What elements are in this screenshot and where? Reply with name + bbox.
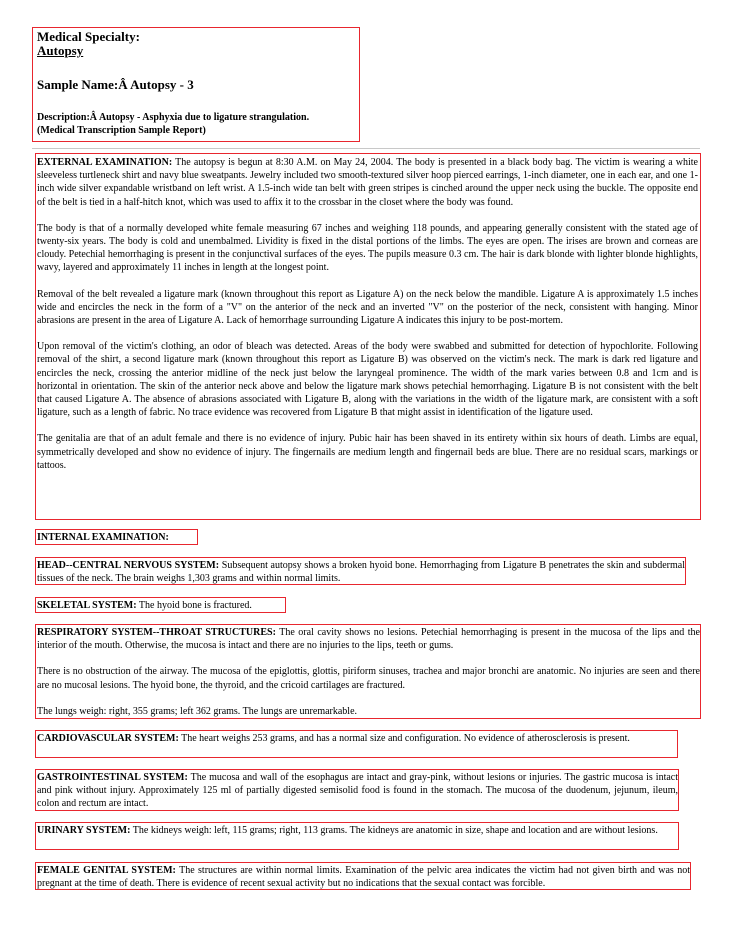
gastro-text: The mucosa and wall of the esophagus are intact and gray-pink, without lesions or injuries. The gastric mucosa is intact and pink without injury. Approximately 125 ml of partially digested semisolid food is found in the stomach. The mucosa of the duodenum, jejunum, ileum, colon and rectum are intact. <box>37 772 679 810</box>
head-cns-text: Subsequent autopsy shows a broken hyoid bone. Hemorrhaging from Ligature B penetrates the skin and subdermal tissues of the neck. The brain weighs 1,303 grams and within normal limits. <box>37 560 685 585</box>
external-exam-para-1 <box>37 156 698 209</box>
respiratory-text-1: The oral cavity shows no lesions. Petechial hemorrhaging is present in the mucosa of the lips and the interior of the mouth. Otherwise, the mucosa is intact and there are no injuries to the lips, teeth or gums. <box>37 627 700 652</box>
genital-heading: FEMALE GENITAL SYSTEM: <box>37 865 176 876</box>
skeletal-section <box>37 599 286 612</box>
internal-exam-heading: INTERNAL EXAMINATION: <box>37 532 169 543</box>
genital-section <box>37 864 690 890</box>
respiratory-para-1 <box>37 626 700 652</box>
internal-exam-heading-wrap <box>37 531 198 544</box>
divider <box>32 148 700 149</box>
urinary-section <box>37 824 678 837</box>
respiratory-section <box>37 626 700 718</box>
head-cns-section <box>37 559 685 585</box>
skeletal-heading: SKELETAL SYSTEM: <box>37 600 137 611</box>
external-exam-para-4: Upon removal of the victim's clothing, an odor of bleach was detected. Areas of the body were swabbed and submitted for detection of hypochlorite. Following removal of the shirt, a second ligature mark (known throughout this report as Ligature B) was observed on the victim's neck. The mark is dark red ligature and encircles the neck, crossing the anterior midline of the neck just below the laryngeal prominence. The width of the mark varies between 0.8 and 1cm and is horizontal in orientation. The skin of the anterior neck above and below the ligature mark shows petechial hemorrhaging. Ligature B is not consistent with the belt that caused Ligature A. The absence of abrasions associated with Ligature B, along with the variations in the width of the ligature mark, are consistent with a soft ligature, such as a length of fabric. No trace evidence was recovered from Ligature B that might assist in identification of the ligature used. <box>37 341 698 419</box>
document-header <box>37 30 359 137</box>
respiratory-heading: RESPIRATORY SYSTEM--THROAT STRUCTURES: <box>37 627 276 638</box>
cardio-heading: CARDIOVASCULAR SYSTEM: <box>37 733 179 744</box>
respiratory-para-2: There is no obstruction of the airway. The mucosa of the epiglottis, glottis, piriform sinuses, trachea and major bronchi are anatomic. No injuries are seen and there are no mucosal lesions. The hyoid bone, the thyroid, and the cricoid cartilages are fractured. <box>37 666 700 691</box>
head-cns-heading: HEAD--CENTRAL NERVOUS SYSTEM: <box>37 560 220 571</box>
external-exam-heading: EXTERNAL EXAMINATION: <box>37 157 173 168</box>
external-exam-para-3: Removal of the belt revealed a ligature mark (known throughout this report as Ligature A) on the neck below the mandible. Ligature A is approximately 1.5 inches wide and encircles the neck in the form of a "V" on the anterior of the neck and an inverted "V" on the posterior of the neck, consistent with hanging. Minor abrasions are present in the area of Ligature A. Lack of hemorrhage surrounding Ligature A indicates this injury to be post-mortem. <box>37 288 698 327</box>
genital-text: The structures are within normal limits. Examination of the pelvic area indicates the victim had not given birth and was not pregnant at the time of death. There is evidence of recent sexual activity but no indications that the sexual contact was forcible. <box>37 865 691 890</box>
specialty-label: Medical Specialty: <box>37 29 140 44</box>
specialty-value: Autopsy <box>37 43 84 58</box>
external-exam-para-5: The genitalia are that of an adult female and there is no evidence of injury. Pubic hair has been shaved in its entirety within six hours of death. Limbs are equal, symmetrically developed and show no evidence of injury. The fingernails are medium length and fingernail beds are blue. There are no residual scars, markings or tattoos. <box>37 433 698 471</box>
report-note: (Medical Transcription Sample Report) <box>37 124 206 136</box>
sample-name: Sample Name:Â Autopsy - 3 <box>37 77 194 92</box>
cardio-text: The heart weighs 253 grams, and has a normal size and configuration. No evidence of atherosclerosis is present. <box>178 733 630 744</box>
urinary-heading: URINARY SYSTEM: <box>37 825 131 836</box>
external-exam-text-1: The autopsy is begun at 8:30 A.M. on May 24, 2004. The body is presented in a black body bag. The victim is wearing a white sleeveless turtleneck shirt and navy blue sweatpants. Jewelry included two smooth-textured silver hoop pierced earrings, 1-inch diameter, one in each ear, and one 1-inch wide silver expandable wristband on left wrist. A 1.5-inch wide tan belt with green stripes is cinched around the upper neck using the buckle. The opposite end of the belt is tied in a half-hitch knot, which was used to affix it to the crossbar in the closet where the body was found. <box>37 157 698 208</box>
external-exam-section <box>37 156 698 472</box>
gastro-section <box>37 771 678 811</box>
external-exam-para-2: The body is that of a normally developed white female measuring 67 inches and weighing 118 pounds, and appearing generally consistent with the stated age of twenty-six years. The body is cold and unembalmed. Lividity is fixed in the distal portions of the limbs. The eyes are open. The irises are brown and corneas are cloudy. Petechial hemorrhaging is present in the conjunctival surfaces of the eyes. The pupils measure 0.3 cm. The hair is dark blonde with lighter blonde highlights, wavy, layered and approximately 11 inches in length at the longest point. <box>37 222 698 274</box>
urinary-text: The kidneys weigh: left, 115 grams; right, 113 grams. The kidneys are anatomic in size, shape and location and are without lesions. <box>130 825 658 836</box>
cardio-section <box>37 732 677 745</box>
respiratory-para-3: The lungs weigh: right, 355 grams; left 362 grams. The lungs are unremarkable. <box>37 705 358 717</box>
description: Description:Â Autopsy - Asphyxia due to ligature strangulation. <box>37 112 310 123</box>
gastro-heading: GASTROINTESTINAL SYSTEM: <box>37 772 188 783</box>
skeletal-text: The hyoid bone is fractured. <box>136 600 252 611</box>
